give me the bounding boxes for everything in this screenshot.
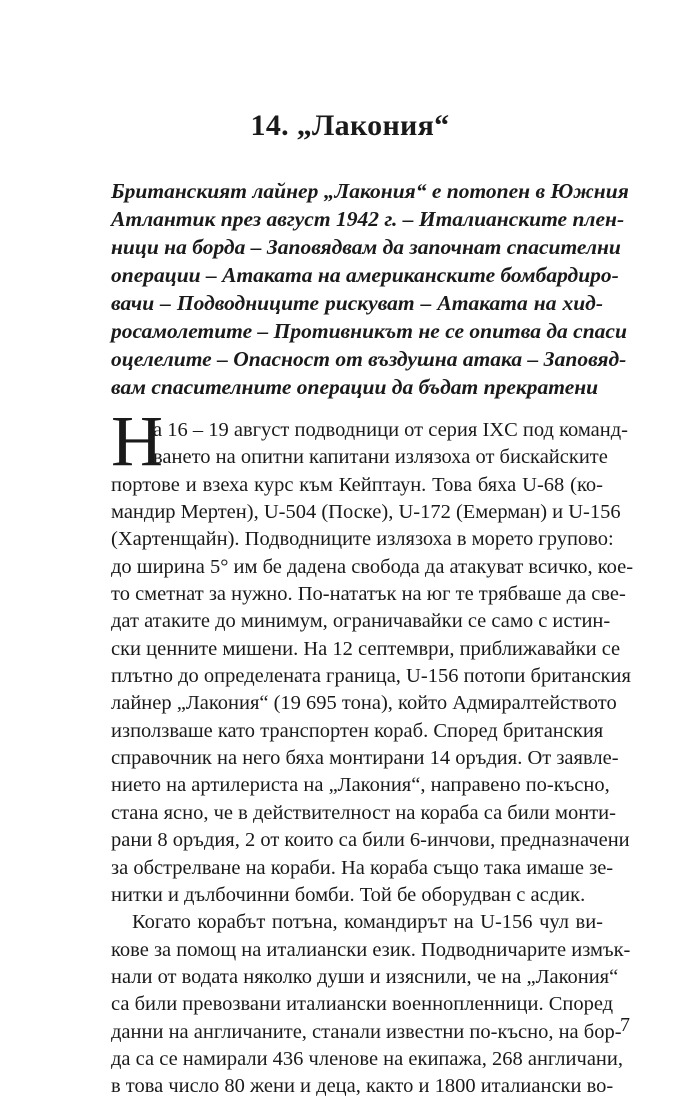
body-line: то сметнат за нужно. По-нататък на юг те трябваше да све-	[111, 583, 626, 606]
body-line: нието на артилериста на „Лакония“, направено по-късно,	[111, 774, 610, 797]
body-line: рани 8 оръдия, 2 от които са били 6-инчови, предназначени	[111, 829, 630, 852]
body-line: нали от водата няколко души и изяснили, че на „Лакония“	[111, 965, 619, 988]
body-line: портове и взеха курс към Кейптаун. Това бяха U-68 (ко-	[111, 473, 603, 496]
drop-cap-letter: Н	[111, 401, 163, 481]
summary-line: операции – Атаката на американските бомбардиро-	[111, 263, 619, 287]
body-line: мандир Мертен), U-504 (Поске), U-172 (Емерман) и U-156	[111, 501, 621, 524]
body-line: дат атаките до минимум, ограничавайки се само с истин-	[111, 610, 611, 633]
body-line: ването на опитни капитани излязоха от бискайските	[153, 446, 608, 469]
summary-line: Атлантик през август 1942 г. – Италианските плен-	[111, 207, 625, 231]
chapter-title: 14. „Лакония“	[250, 109, 450, 142]
body-line: лайнер „Лакония“ (19 695 тона), който Адмиралтейството	[111, 692, 617, 715]
body-line: са били превозвани италиански военнопленници. Според	[111, 993, 614, 1016]
chapter-summary	[111, 177, 629, 401]
summary-line: ници на борда – Заповядвам да започнат спасителни	[111, 235, 621, 259]
body-line: данни на англичаните, станали известни по-късно, на бор-	[111, 1020, 622, 1043]
summary-line: вачи – Подводниците рискуват – Атаката на хид-	[111, 291, 603, 315]
body-line: плътно до определената граница, U-156 потопи британския	[111, 665, 631, 688]
body-line: а 16 – 19 август подводници от серия IXC под команд-	[153, 419, 629, 441]
body-line: ски ценните мишени. На 12 септември, приближавайки се	[111, 637, 621, 660]
page-number: 7	[620, 1014, 630, 1036]
body-line: справочник на него бяха монтирани 14 оръдия. От заявле-	[111, 747, 619, 770]
body-line: за обстрелване на кораби. На кораба също така имаше зе-	[111, 856, 614, 879]
body-line: стана ясно, че в действителност на кораба са били монти-	[111, 801, 616, 824]
body-text	[111, 417, 634, 1101]
body-line: Когато корабът потъна, командирът на U-156 чул ви-	[132, 911, 603, 934]
body-line: в това число 80 жени и деца, както и 1800 италиански во-	[111, 1075, 614, 1098]
body-line: (Хартенщайн). Подводниците излязоха в морето групово:	[111, 528, 614, 551]
summary-line: Британският лайнер „Лакония“ е потопен в Южния	[111, 179, 629, 203]
body-line: нитки и дълбочинни бомби. Той бе оборудван с асдик.	[111, 883, 586, 906]
summary-line: росамолетите – Противникът не се опитва да спаси	[111, 319, 627, 343]
body-line: до ширина 5° им бе дадена свобода да атакуват всичко, кое-	[111, 555, 634, 578]
body-line: кове за помощ на италиански език. Подводничарите измък-	[111, 938, 631, 961]
body-line: да са се намирали 436 членове на екипажа, 268 англичани,	[111, 1047, 623, 1070]
body-line: използваше като транспортен кораб. Според британския	[111, 719, 604, 742]
summary-line: оцелелите – Опасност от въздушна атака – Заповяд-	[111, 347, 627, 371]
summary-line: вам спасителните операции да бъдат прекратени	[111, 375, 599, 399]
